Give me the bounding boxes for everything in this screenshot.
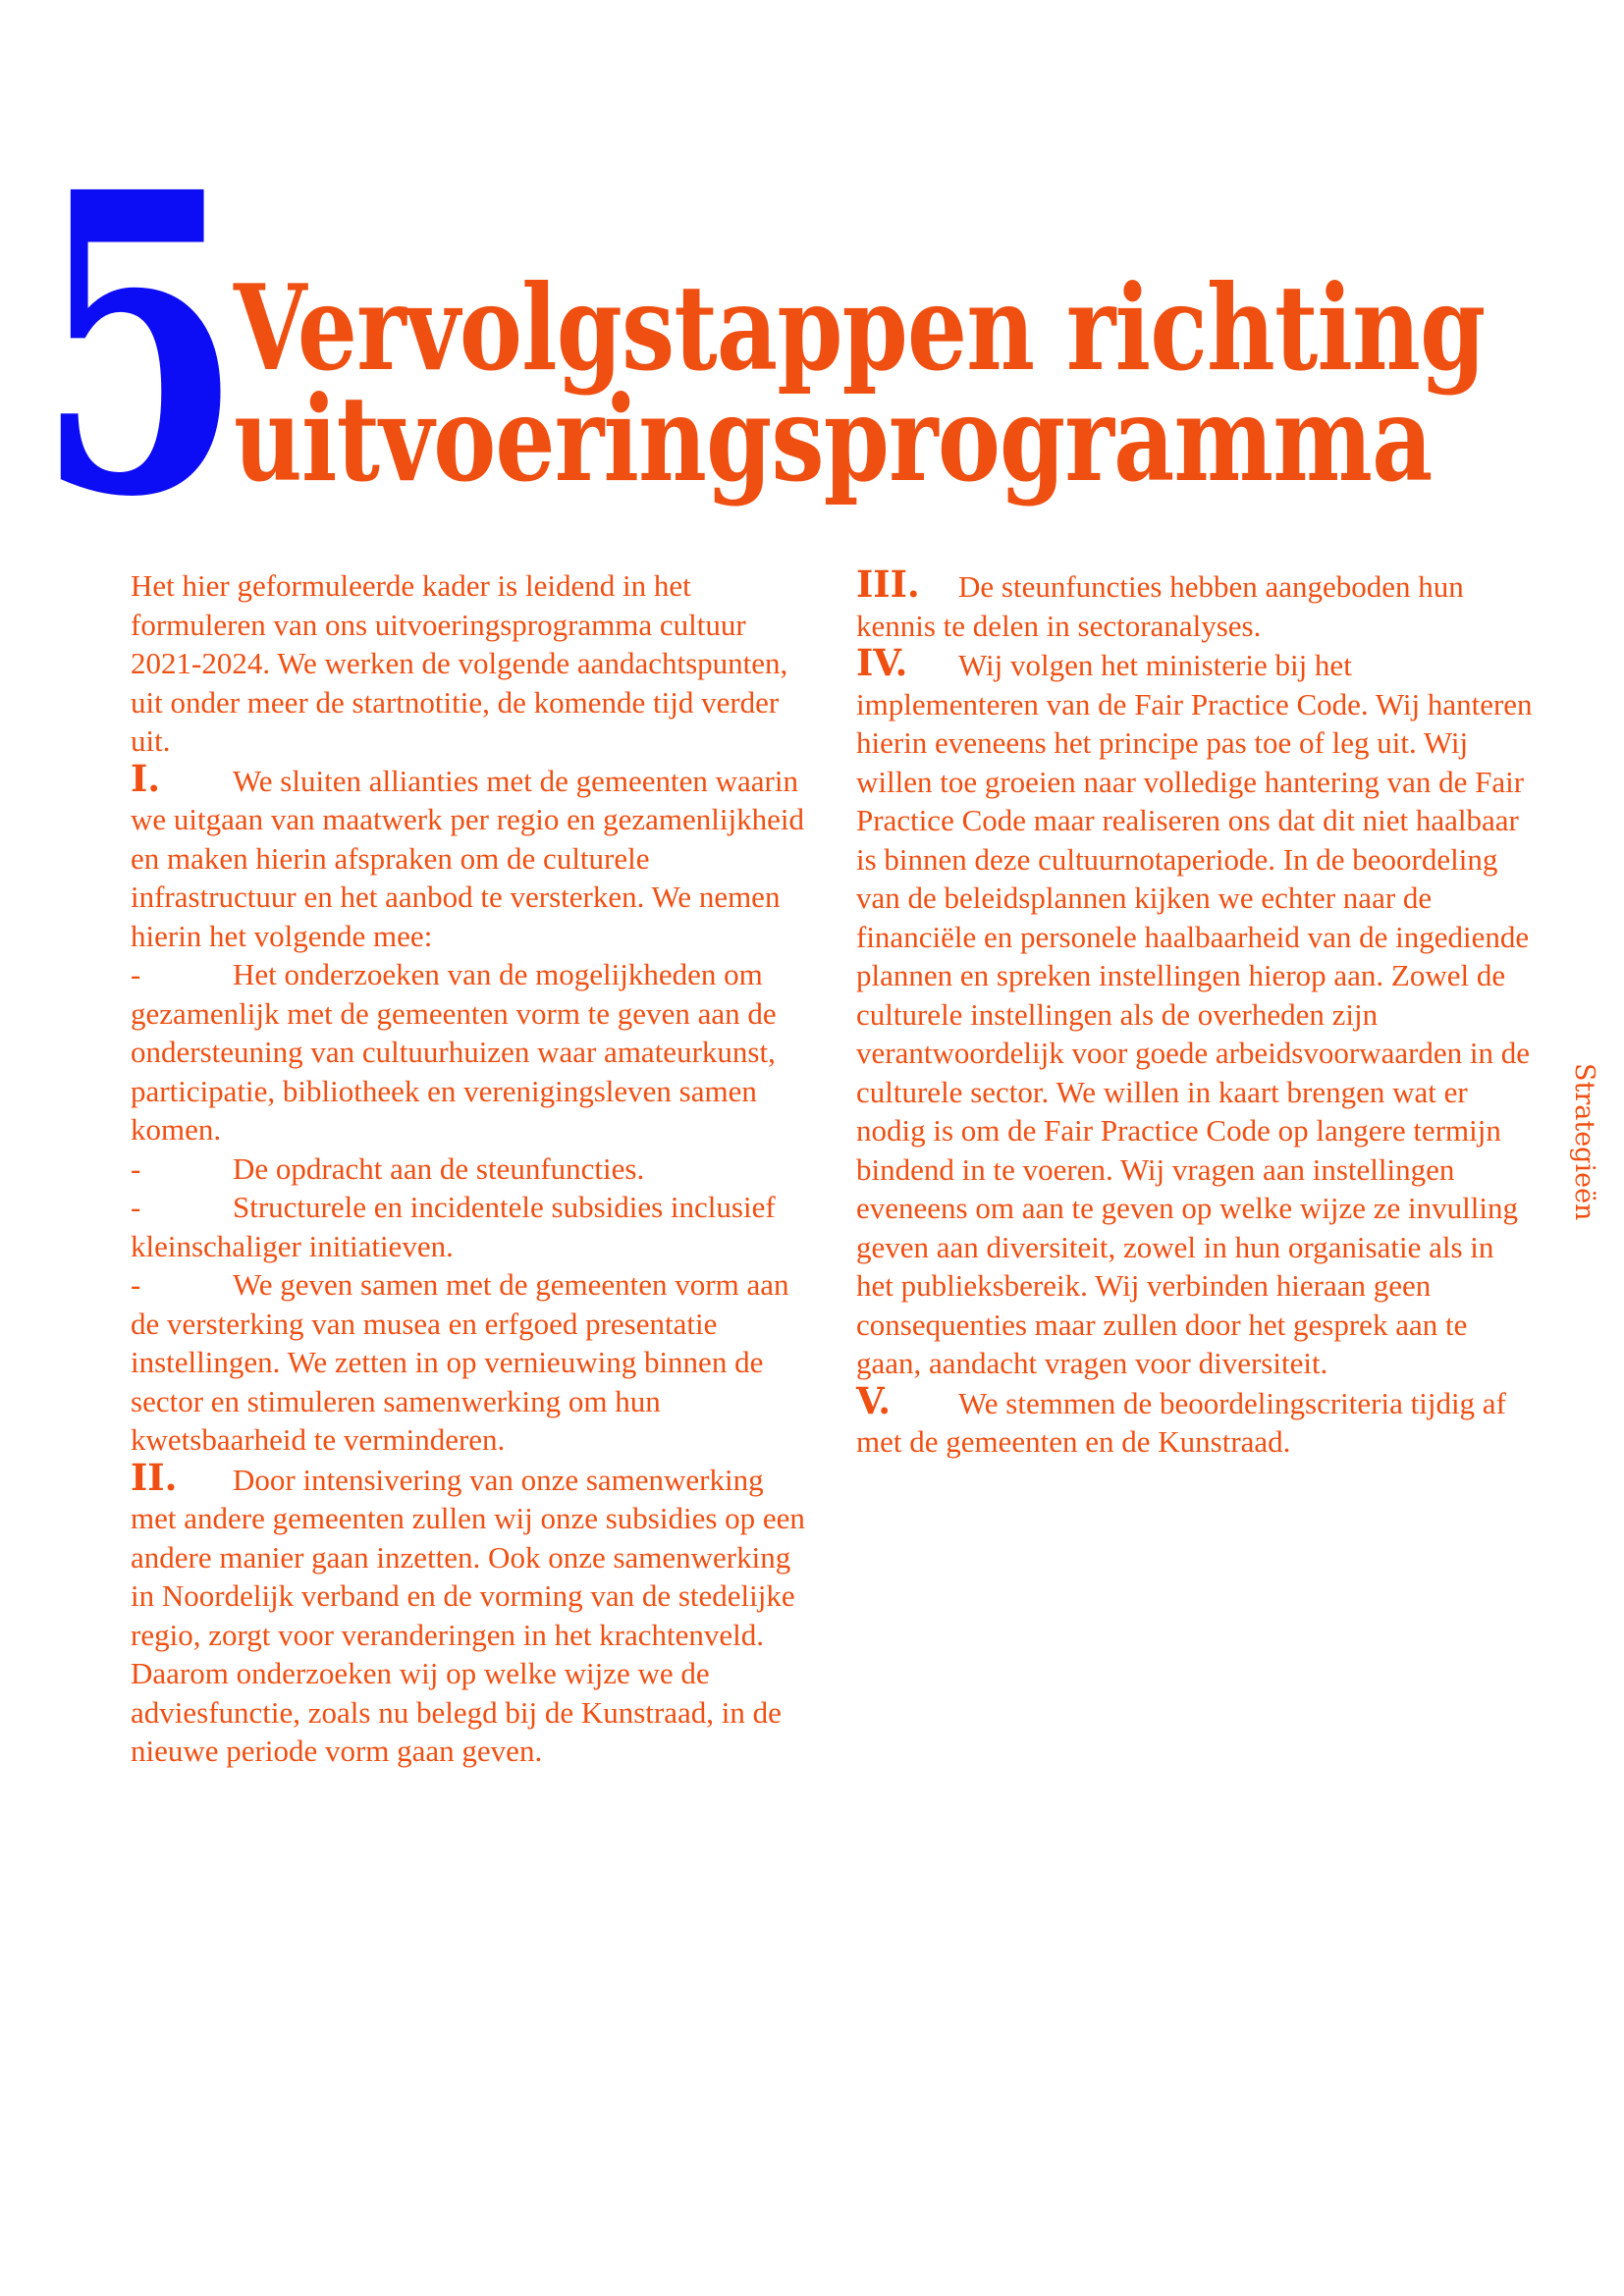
chapter-title-line2: uitvoeringsprogramma: [234, 370, 1433, 508]
list-item: [131, 1188, 808, 1265]
section-V-numeral: V.: [856, 1378, 892, 1422]
section-II-text: Door intensivering van onze samenwerking met andere gemeenten zullen wij onze subsidies op een andere manier gaan inzetten. Ook onze samenwerking in Noordelijk verband en de vorming van de stedelijke regio, zorgt voor veranderingen in het krachtenveld. Daarom onderzoeken wij op welke wijze we de adviesfunctie, zoals nu belegd bij de Kunstraad, in de nieuwe periode vorm gaan geven.: [131, 1462, 805, 1768]
chapter-title: [234, 259, 1486, 508]
section-V: [856, 1378, 1534, 1462]
chapter-title-line1: Vervolgstappen richting: [234, 259, 1486, 398]
intro-paragraph: [131, 566, 808, 761]
right-column: [856, 562, 1534, 1462]
list-item: [131, 955, 808, 1149]
section-III: [856, 562, 1534, 645]
section-II: [131, 1455, 808, 1771]
list-item-dash: -: [131, 1150, 141, 1186]
page-edge-label: Strategieën: [1569, 1063, 1599, 1221]
section-I-numeral: I.: [131, 756, 161, 800]
section-IV-text: Wij volgen het ministerie bij het implementeren van de Fair Practice Code. Wij hanteren hierin eveneens het principe pas toe of leg uit. Wij willen toe groeien naar volledige hantering van de Fair Practice Code maar realiseren ons dat dit niet haalbaar is binnen deze cultuurnotaperiode. In de beoordeling van de beleidsplannen kijken we echter naar de financiële en personele haalbaarheid van de ingediende plannen en spreken instellingen hierop aan. Zowel de culturele instellingen als de overheden zijn verantwoordelijk voor goede arbeidsvoorwaarden in de culturele sector. We willen in kaart brengen wat er nodig is om de Fair Practice Code op langere termijn bindend in te voeren. Wij vragen aan instellingen eveneens om aan te geven op welke wijze ze invulling geven aan diversiteit, zowel in hun organisatie als in het publieksbereik. Wij verbinden hieraan geen consequenties maar zullen door het gesprek aan te gaan, aandacht vragen voor diversiteit.: [856, 648, 1533, 1380]
section-II-numeral: II.: [131, 1455, 178, 1499]
list-item-dash: -: [131, 1267, 141, 1302]
intro-text: Het hier geformuleerde kader is leidend in het formuleren van ons uitvoeringsprogramma cultuur 2021-2024. We werken de volgende aandachtspunten, uit onder meer de startnotitie, de komende tijd verder uit.: [131, 568, 788, 758]
section-III-text: De steunfuncties hebben aangeboden hun kennis te delen in sectoranalyses.: [856, 569, 1464, 643]
list-item: [131, 1149, 808, 1189]
section-I: [131, 756, 808, 956]
list-item-dash: -: [131, 1190, 141, 1224]
section-V-text: We stemmen de beoordelingscriteria tijdig af met de gemeenten en de Kunstraad.: [856, 1385, 1506, 1459]
list-item-text: De opdracht aan de steunfuncties.: [233, 1150, 645, 1186]
section-IV-numeral: IV.: [856, 641, 908, 684]
section-III-numeral: III.: [856, 562, 920, 606]
list-item-text: Structurele en incidentele subsidies inclusief kleinschaliger initiatieven.: [131, 1190, 776, 1263]
chapter-number: 5: [36, 104, 244, 588]
list-item-text: Het onderzoeken van de mogelijkheden om gezamenlijk met de gemeenten vorm te geven aan de ondersteuning van cultuurhuizen waar amateurkunst, participatie, bibliotheek en verenigingsleven samen komen.: [131, 957, 777, 1147]
section-IV: [856, 641, 1534, 1383]
list-item: [131, 1265, 808, 1460]
list-item-text: We geven samen met de gemeenten vorm aan de versterking van musea en erfgoed presentatie instellingen. We zetten in op vernieuwing binnen de sector en stimuleren samenwerking om hun kwetsbaarheid te verminderen.: [131, 1267, 789, 1457]
left-column: [131, 566, 808, 1771]
list-item-dash: -: [131, 957, 141, 991]
section-I-text: We sluiten allianties met de gemeenten waarin we uitgaan van maatwerk per regio en gezamenlijkheid en maken hierin afspraken om de culturele infrastructuur en het aanbod te versterken. We nemen hierin het volgende mee:: [131, 763, 805, 953]
